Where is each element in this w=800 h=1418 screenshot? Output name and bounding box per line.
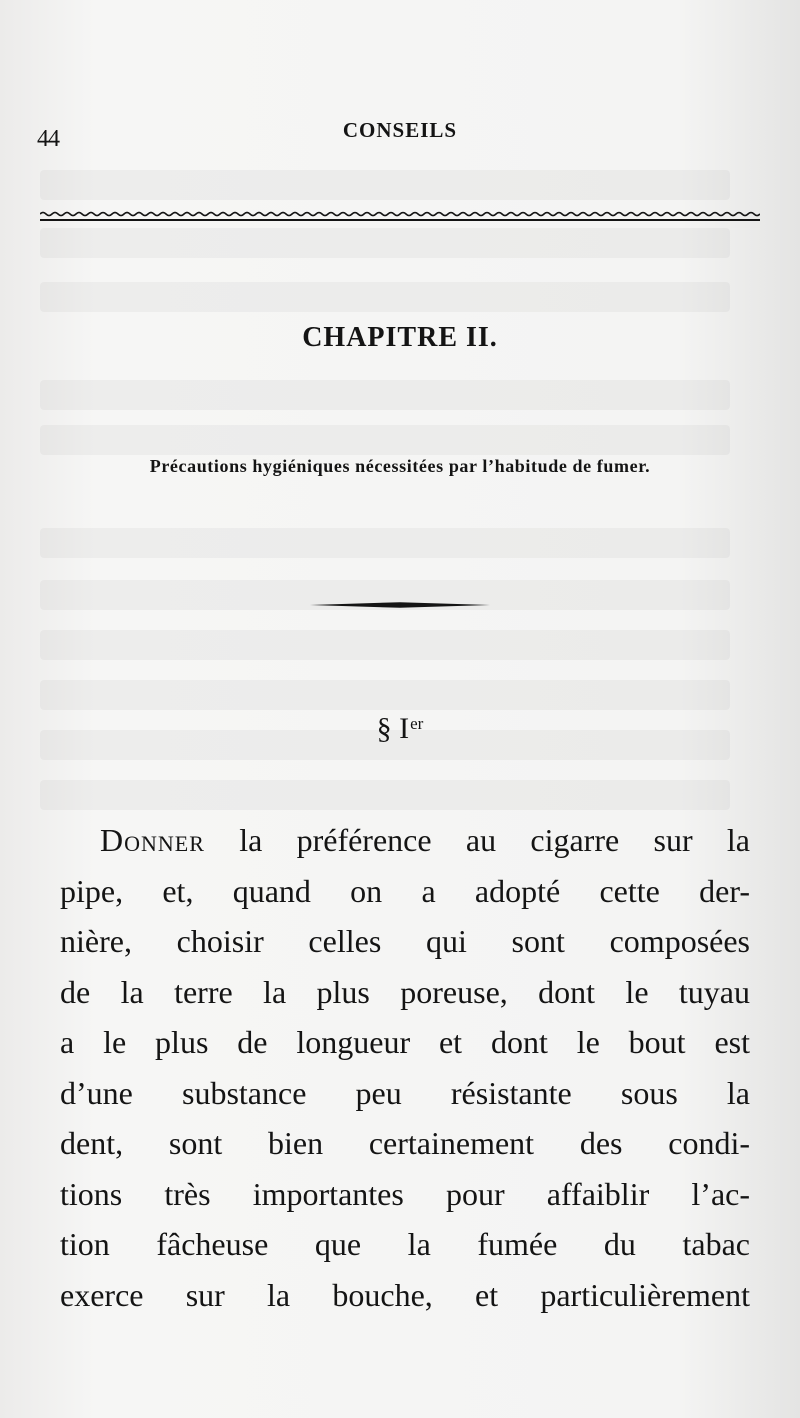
ornamental-rule	[310, 601, 490, 609]
page-number: 44	[37, 126, 59, 152]
text-line: pipe, et, quand on a adopté cette der-	[60, 872, 750, 909]
running-head: CONSEILS	[342, 118, 458, 142]
section-heading	[0, 712, 800, 746]
text-line: tions très importantes pour affaiblir l’ac-	[60, 1175, 750, 1212]
wavy-rule-divider	[40, 210, 760, 222]
body-paragraph	[60, 815, 750, 1320]
chapter-title: CHAPITRE II.	[302, 322, 498, 353]
section-superscript: er	[410, 714, 424, 733]
chapter-subtitle: Précautions hygiéniques nécessitées par l’habitude de fumer.	[149, 456, 651, 476]
text-line: dent, sont bien certainement des condi-	[60, 1125, 750, 1161]
text-line: d’une substance peu résistante sous la	[60, 1074, 750, 1111]
text-line: exerce sur la bouche, et particulièrement	[60, 1276, 750, 1313]
lead-word: Donner	[100, 822, 205, 858]
text-line: de la terre la plus poreuse, dont le tuyau	[60, 973, 750, 1010]
text-line: nière, choisir celles qui sont composées	[60, 923, 750, 959]
text-line: a le plus de longueur et dont le bout est	[60, 1024, 750, 1060]
section-symbol: § I	[376, 712, 410, 745]
text-line: Donner la préférence au cigarre sur la	[100, 822, 750, 858]
text-line: tion fâcheuse que la fumée du tabac	[60, 1226, 750, 1262]
